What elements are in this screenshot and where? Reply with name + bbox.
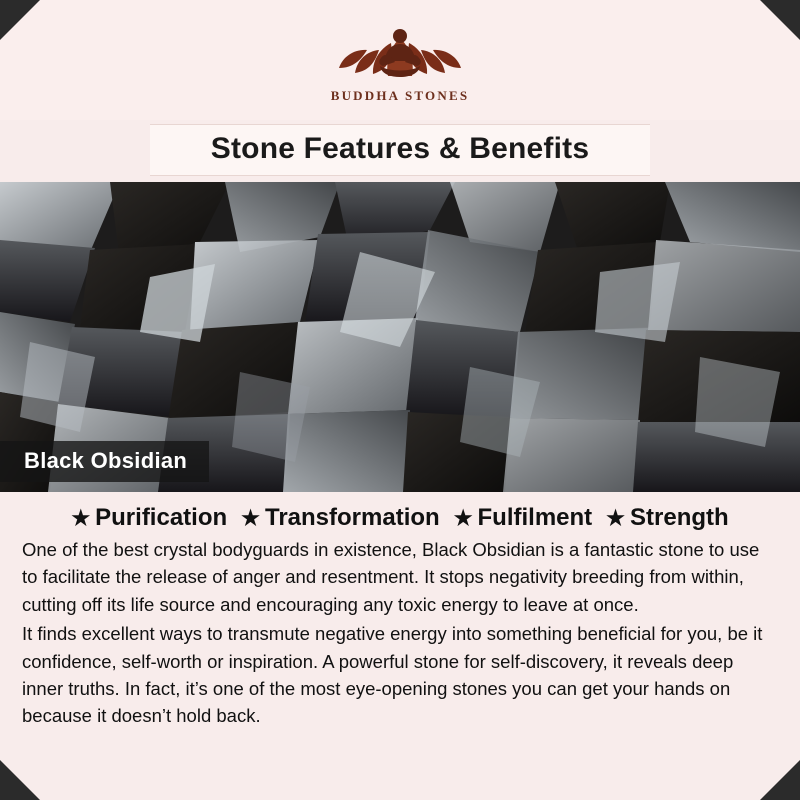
paragraph-2: It finds excellent ways to transmute negative energy into something beneficial for you, be it confidence, self-worth or inspiration. A powerful stone for self-discovery, it reveals deep inner truths. In fact, it’s one of the most eye-opening stones you can get your hands on because it doesn’t hold back. xyxy=(22,623,763,727)
benefit-item-fulfilment xyxy=(454,504,592,532)
star-icon: ★ xyxy=(241,507,260,530)
content-area xyxy=(0,492,800,800)
corner-decoration-top-right xyxy=(760,0,800,40)
benefit-label: Transformation xyxy=(264,504,440,531)
stone-name-label: Black Obsidian xyxy=(0,441,209,482)
benefit-item-transformation xyxy=(241,504,440,532)
benefits-row xyxy=(22,504,778,532)
corner-decoration-bottom-left xyxy=(0,760,40,800)
star-icon: ★ xyxy=(606,507,625,530)
benefit-item-purification xyxy=(71,504,227,532)
paragraph-1: One of the best crystal bodyguards in existence, Black Obsidian is a fantastic stone to use to facilitate the release of anger and resentment. It stops negativity breeding from within, cutting off its life source and encouraging any toxic energy to leave at once. xyxy=(22,539,760,615)
header xyxy=(0,0,800,120)
star-icon: ★ xyxy=(71,507,91,530)
benefit-item-strength xyxy=(606,504,729,532)
hero-image xyxy=(0,182,800,492)
brand-name: BUDDHA STONES xyxy=(330,88,470,103)
title-banner xyxy=(150,124,650,176)
description-text xyxy=(22,536,778,730)
benefit-label: Fulfilment xyxy=(477,504,593,531)
page-title: Stone Features & Benefits xyxy=(210,132,590,165)
star-icon: ★ xyxy=(453,507,473,530)
corner-decoration-top-left xyxy=(0,0,40,40)
lotus-meditation-figure-icon xyxy=(325,16,475,86)
benefit-label: Purification xyxy=(95,504,228,531)
corner-decoration-bottom-right xyxy=(760,760,800,800)
benefit-label: Strength xyxy=(630,504,729,531)
